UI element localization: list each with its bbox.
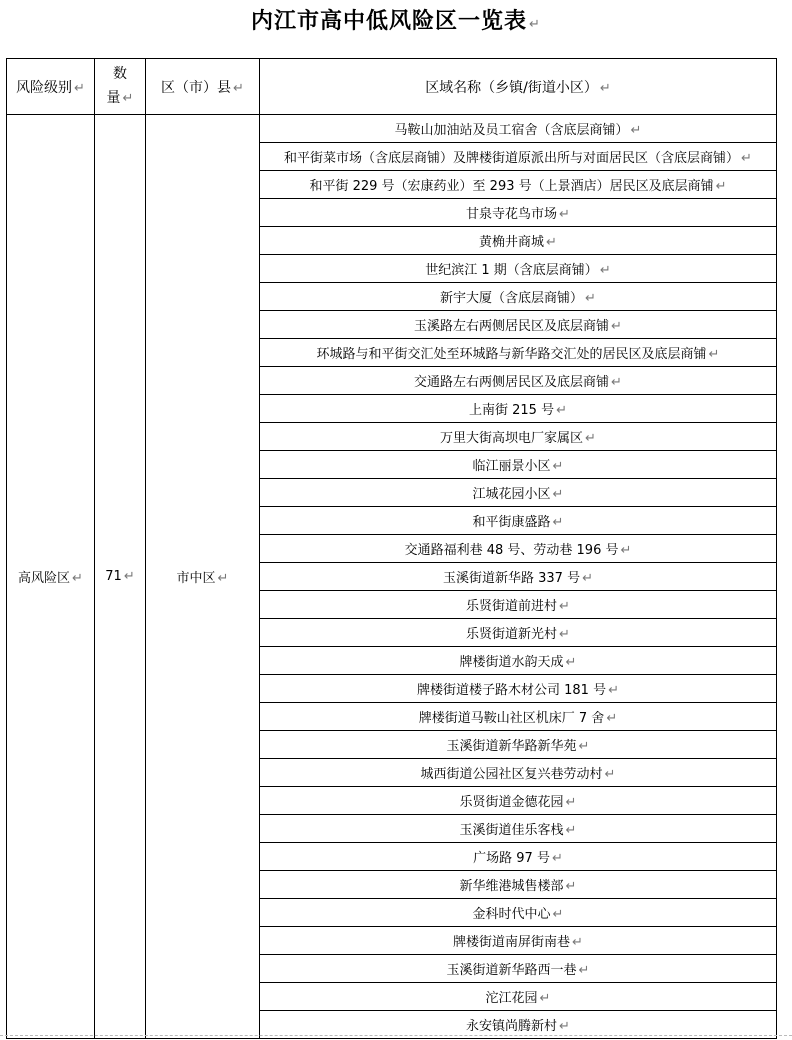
area-name-cell: 交通路左右两侧居民区及底层商铺 ↵: [260, 367, 777, 395]
area-name-cell: 玉溪街道佳乐客栈 ↵: [260, 815, 777, 843]
area-name-cell: 金科时代中心 ↵: [260, 899, 777, 927]
area-name-cell: 和平街 229 号（宏康药业）至 293 号（上景酒店）居民区及底层商铺 ↵: [260, 171, 777, 199]
area-name-cell: 牌楼街道南屏街南巷 ↵: [260, 927, 777, 955]
area-name-cell: 世纪滨江 1 期（含底层商铺） ↵: [260, 255, 777, 283]
area-name-cell: 江城花园小区 ↵: [260, 479, 777, 507]
risk-level-cell: 高风险区 ↵: [7, 115, 95, 1039]
count-cell: 71 ↵: [95, 115, 146, 1039]
area-name-cell: 牌楼街道水韵天成 ↵: [260, 647, 777, 675]
area-name-cell: 甘泉寺花鸟市场 ↵: [260, 199, 777, 227]
area-name-cell: 牌楼街道马鞍山社区机床厂 7 舍 ↵: [260, 703, 777, 731]
county-cell: 市中区 ↵: [146, 115, 260, 1039]
page-title: [0, 4, 792, 35]
paragraph-mark-icon: ↵: [529, 17, 541, 32]
area-name-cell: 万里大街高坝电厂家属区 ↵: [260, 423, 777, 451]
header-county: 区（市）县 ↵: [146, 59, 260, 115]
area-name-cell: 新华维港城售楼部 ↵: [260, 871, 777, 899]
area-name-cell: 和平街康盛路 ↵: [260, 507, 777, 535]
header-count: 数 量 ↵: [95, 59, 146, 115]
page-boundary: [0, 1035, 792, 1036]
area-name-cell: 玉溪路左右两侧居民区及底层商铺 ↵: [260, 311, 777, 339]
header-risk-level: 风险级别 ↵: [7, 59, 95, 115]
area-name-cell: 玉溪街道新华路西一巷 ↵: [260, 955, 777, 983]
table-header-row: [7, 59, 777, 115]
area-name-cell: 上南街 215 号 ↵: [260, 395, 777, 423]
area-name-cell: 交通路福利巷 48 号、劳动巷 196 号 ↵: [260, 535, 777, 563]
area-name-cell: 沱江花园 ↵: [260, 983, 777, 1011]
area-name-cell: 和平街菜市场（含底层商铺）及牌楼街道原派出所与对面居民区（含底层商铺） ↵: [260, 143, 777, 171]
area-name-cell: 马鞍山加油站及员工宿舍（含底层商铺） ↵: [260, 115, 777, 143]
title-text: 内江市高中低风险区一览表: [251, 9, 528, 34]
area-name-cell: 牌楼街道楼子路木材公司 181 号 ↵: [260, 675, 777, 703]
area-name-cell: 广场路 97 号 ↵: [260, 843, 777, 871]
risk-area-table: [6, 58, 777, 1039]
area-name-cell: 黄桷井商城 ↵: [260, 227, 777, 255]
area-name-cell: 玉溪街道新华路 337 号 ↵: [260, 563, 777, 591]
area-name-cell: 乐贤街道金德花园 ↵: [260, 787, 777, 815]
area-name-cell: 临江丽景小区 ↵: [260, 451, 777, 479]
area-name-cell: 永安镇尚腾新村 ↵: [260, 1011, 777, 1039]
area-name-cell: 新宇大厦（含底层商铺） ↵: [260, 283, 777, 311]
area-name-cell: 乐贤街道前进村 ↵: [260, 591, 777, 619]
area-name-cell: 城西街道公园社区复兴巷劳动村 ↵: [260, 759, 777, 787]
area-name-cell: 环城路与和平街交汇处至环城路与新华路交汇处的居民区及底层商铺 ↵: [260, 339, 777, 367]
header-area-name: 区域名称（乡镇/街道小区） ↵: [260, 59, 777, 115]
area-name-cell: 玉溪街道新华路新华苑 ↵: [260, 731, 777, 759]
area-name-cell: 乐贤街道新光村 ↵: [260, 619, 777, 647]
table-row: [7, 115, 777, 143]
